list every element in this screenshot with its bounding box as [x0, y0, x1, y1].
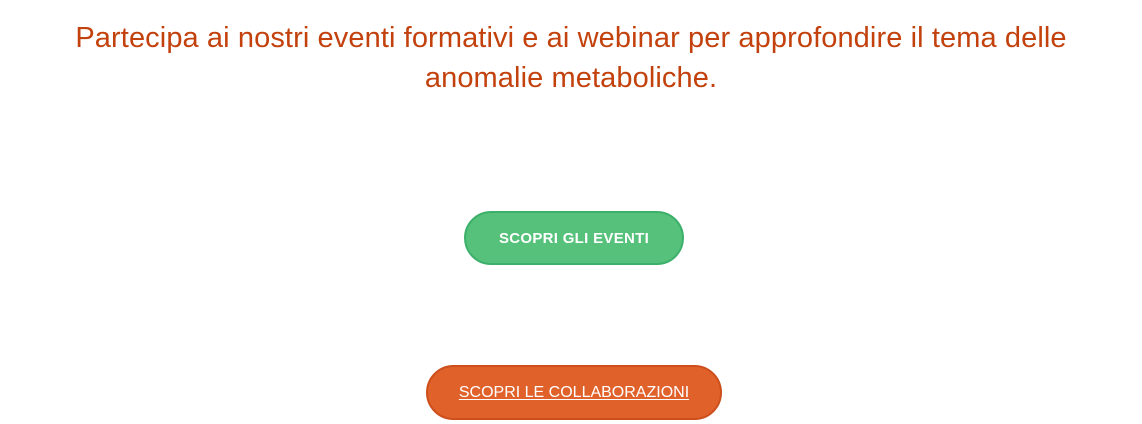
discover-events-button[interactable]: SCOPRI GLI EVENTI	[464, 211, 684, 265]
discover-collaborations-button[interactable]: SCOPRI LE COLLABORAZIONI	[426, 365, 722, 420]
intro-headline: Partecipa ai nostri eventi formativi e ai webinar per approfondire il tema delle anomalie metaboliche.	[75, 22, 1067, 94]
